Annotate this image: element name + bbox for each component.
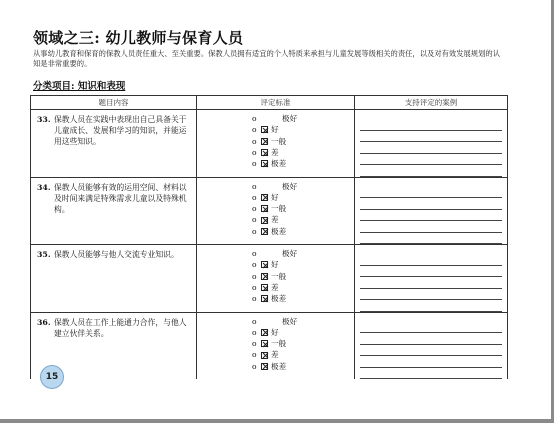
checked-box-icon[interactable] [261, 205, 268, 212]
rating-option[interactable] [252, 136, 354, 147]
criteria-cell [197, 177, 355, 245]
rating-label: 极差 [271, 361, 287, 371]
evaluation-table [30, 95, 508, 379]
rating-label: 好 [271, 327, 279, 337]
rating-option[interactable] [252, 147, 354, 158]
table-header-row [31, 96, 508, 110]
question-cell [31, 110, 197, 178]
table-row [31, 245, 508, 313]
radio-circle-icon: o [252, 204, 257, 214]
rating-option[interactable] [252, 214, 354, 225]
writing-lines[interactable] [355, 313, 507, 380]
question-number: 33. [37, 115, 51, 124]
rating-label: 极好 [282, 316, 298, 326]
rating-option[interactable] [252, 113, 354, 124]
rating-label: 差 [271, 350, 279, 360]
page-title: 领域之三: 幼儿教师与保育人员 [33, 29, 244, 47]
radio-circle-icon: o [252, 136, 257, 146]
radio-circle-icon: o [252, 271, 257, 281]
examples-cell[interactable] [355, 110, 508, 178]
rating-option[interactable] [252, 293, 354, 304]
rating-option[interactable] [252, 248, 354, 259]
checked-box-icon[interactable] [261, 363, 268, 370]
rating-option[interactable] [252, 226, 354, 237]
checked-box-icon[interactable] [261, 352, 268, 359]
criteria-cell [197, 312, 355, 379]
checked-box-icon[interactable] [261, 284, 268, 291]
rating-option[interactable] [252, 271, 354, 282]
table-row [31, 312, 508, 379]
radio-circle-icon: o [252, 316, 257, 326]
question-number: 36. [37, 317, 51, 327]
question-cell [31, 177, 197, 245]
examples-cell[interactable] [355, 245, 508, 313]
rating-label: 好 [271, 192, 279, 202]
table-row [31, 177, 508, 245]
checked-box-icon[interactable] [261, 160, 268, 167]
table-row [31, 110, 508, 178]
radio-circle-icon: o [252, 339, 257, 349]
question-number: 34. [37, 182, 51, 192]
radio-circle-icon: o [252, 350, 257, 360]
checked-box-icon[interactable] [261, 261, 268, 268]
checked-box-icon[interactable] [261, 126, 268, 133]
writing-lines[interactable] [355, 110, 507, 177]
rating-label: 好 [271, 125, 279, 135]
radio-circle-icon: o [252, 294, 257, 304]
question-number: 35. [37, 250, 51, 259]
radio-circle-icon: o [252, 361, 257, 371]
radio-circle-icon: o [252, 260, 257, 270]
rating-option[interactable] [252, 361, 354, 372]
radio-circle-icon: o [252, 114, 257, 123]
examples-cell[interactable] [355, 312, 508, 379]
rating-label: 极差 [271, 159, 287, 169]
rating-option[interactable] [252, 158, 354, 169]
checked-box-icon[interactable] [261, 329, 268, 336]
rating-label: 极好 [282, 114, 298, 123]
rating-option[interactable] [252, 124, 354, 135]
header-question: 题目内容 [31, 96, 197, 110]
radio-circle-icon: o [252, 249, 257, 258]
question-text: 保教人员在工作上能通力合作，与他人建立伙伴关系。 [54, 317, 187, 338]
checked-box-icon[interactable] [261, 149, 268, 156]
rating-option[interactable] [252, 181, 354, 192]
rating-label: 一般 [271, 339, 287, 349]
radio-circle-icon: o [252, 125, 257, 135]
radio-circle-icon: o [252, 147, 257, 157]
radio-circle-icon: o [252, 215, 257, 225]
writing-lines[interactable] [355, 178, 507, 245]
checked-box-icon[interactable] [261, 228, 268, 235]
writing-lines[interactable] [355, 245, 507, 312]
checked-box-icon[interactable] [261, 340, 268, 347]
question-text: 保教人员在实践中表现出自己具备关于儿童成长、发展和学习的知识，并能运用这些知识。 [54, 115, 187, 146]
rating-label: 一般 [271, 204, 287, 214]
rating-label: 极差 [271, 294, 287, 304]
checked-box-icon[interactable] [261, 295, 268, 302]
rating-label: 一般 [271, 271, 287, 281]
header-examples: 支持评定的案例 [355, 96, 508, 110]
question-cell [31, 245, 197, 313]
rating-option[interactable] [252, 203, 354, 214]
rating-label: 好 [271, 260, 279, 270]
rating-option[interactable] [252, 338, 354, 349]
radio-circle-icon: o [252, 181, 257, 191]
rating-label: 差 [271, 282, 279, 292]
rating-option[interactable] [252, 316, 354, 327]
examples-cell[interactable] [355, 177, 508, 245]
checked-box-icon[interactable] [261, 194, 268, 201]
rating-option[interactable] [252, 259, 354, 270]
rating-option[interactable] [252, 327, 354, 338]
section-title: 分类项目: 知识和表现 [33, 81, 126, 92]
checked-box-icon[interactable] [261, 217, 268, 224]
header-criteria: 评定标准 [197, 96, 355, 110]
criteria-cell [197, 110, 355, 178]
radio-circle-icon: o [252, 282, 257, 292]
rating-option[interactable] [252, 349, 354, 360]
rating-label: 极差 [271, 226, 287, 236]
checked-box-icon[interactable] [261, 273, 268, 280]
rating-label: 极好 [282, 249, 298, 258]
intro-paragraph: 从事幼儿教育和保育的保教人员责任重大、至关重要。保教人员拥有适宜的个人特质来承担与儿童发展等级相关的责任，以及对有效发展规划的认知是非常重要的。 [33, 49, 500, 68]
question-text: 保教人员能够有效的运用空间、材料以及时间来满足特殊需求儿童以及特殊机构。 [54, 182, 187, 214]
page-number-badge [28, 357, 74, 393]
rating-label: 极好 [282, 181, 298, 191]
page-number: 15 [40, 365, 64, 389]
question-text: 保教人员能够与他人交流专业知识。 [54, 250, 179, 259]
rating-option[interactable] [252, 192, 354, 203]
rating-label: 差 [271, 215, 279, 225]
rating-option[interactable] [252, 282, 354, 293]
radio-circle-icon: o [252, 159, 257, 169]
rating-label: 一般 [271, 136, 287, 146]
radio-circle-icon: o [252, 226, 257, 236]
rating-label: 差 [271, 147, 279, 157]
checked-box-icon[interactable] [261, 138, 268, 145]
criteria-cell [197, 245, 355, 313]
radio-circle-icon: o [252, 192, 257, 202]
radio-circle-icon: o [252, 327, 257, 337]
